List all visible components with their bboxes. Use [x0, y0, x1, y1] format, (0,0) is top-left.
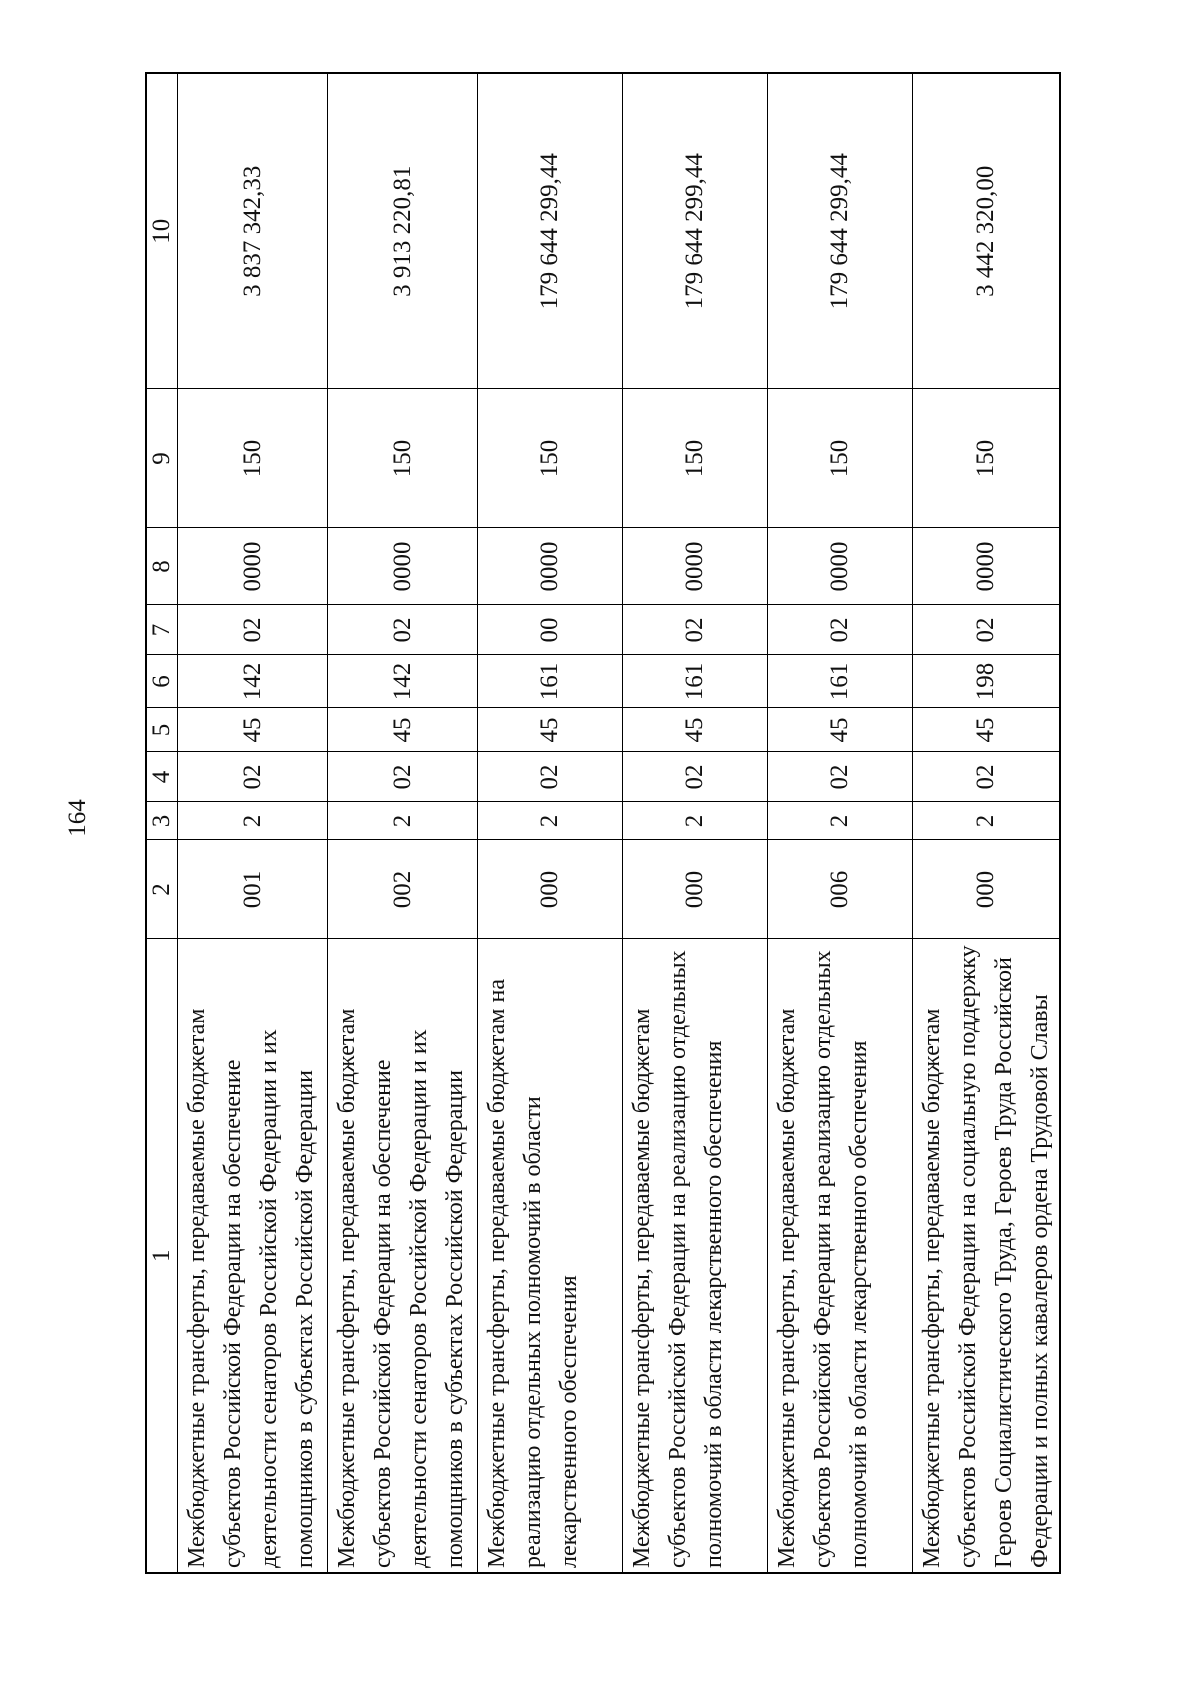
column-header: 1	[146, 939, 178, 1573]
table-row	[478, 73, 623, 1573]
code-cell: 161	[768, 655, 913, 708]
code-cell: 001	[178, 840, 328, 939]
code-cell: 000	[478, 840, 623, 939]
code-cell: 02	[178, 752, 328, 802]
amount-cell: 179 644 299,44	[478, 73, 623, 389]
table-row	[328, 73, 478, 1573]
code-cell: 0000	[178, 528, 328, 605]
code-cell: 000	[623, 840, 768, 939]
code-cell: 45	[178, 708, 328, 752]
code-cell: 02	[328, 605, 478, 655]
code-cell: 02	[478, 752, 623, 802]
code-cell: 150	[478, 389, 623, 528]
code-cell: 0000	[328, 528, 478, 605]
code-cell: 150	[178, 389, 328, 528]
column-header: 5	[146, 708, 178, 752]
code-cell: 006	[768, 840, 913, 939]
code-cell: 02	[623, 605, 768, 655]
row-description: Межбюджетные трансферты, передаваемые бюджетам субъектов Российской Федерации на реализацию отдельных полномочий в области лекарственного обеспечения	[768, 939, 913, 1573]
row-description: Межбюджетные трансферты, передаваемые бюджетам на реализацию отдельных полномочий в области лекарственного обеспечения	[478, 939, 623, 1573]
code-cell: 161	[478, 655, 623, 708]
code-cell: 02	[178, 605, 328, 655]
column-header: 6	[146, 655, 178, 708]
code-cell: 45	[623, 708, 768, 752]
row-description: Межбюджетные трансферты, передаваемые бюджетам субъектов Российской Федерации на реализацию отдельных полномочий в области лекарственного обеспечения	[623, 939, 768, 1573]
code-cell: 161	[623, 655, 768, 708]
column-header: 2	[146, 840, 178, 939]
rotated-table-wrapper	[145, 74, 1055, 1574]
code-cell: 0000	[478, 528, 623, 605]
code-cell: 02	[913, 605, 1061, 655]
row-description: Межбюджетные трансферты, передаваемые бюджетам субъектов Российской Федерации на обеспечение деятельности сенаторов Российской Федерации и их помощников в субъектах Российской Федерации	[328, 939, 478, 1573]
code-cell: 142	[178, 655, 328, 708]
code-cell: 142	[328, 655, 478, 708]
code-cell: 2	[913, 802, 1061, 840]
code-cell: 45	[768, 708, 913, 752]
code-cell: 02	[768, 605, 913, 655]
code-cell: 45	[478, 708, 623, 752]
amount-cell: 3 837 342,33	[178, 73, 328, 389]
column-header: 8	[146, 528, 178, 605]
page-number: 164	[64, 799, 91, 837]
code-cell: 2	[478, 802, 623, 840]
table-row	[178, 73, 328, 1573]
table-row	[623, 73, 768, 1573]
column-header: 9	[146, 389, 178, 528]
amount-cell: 179 644 299,44	[768, 73, 913, 389]
code-cell: 2	[623, 802, 768, 840]
table-row	[768, 73, 913, 1573]
code-cell: 0000	[623, 528, 768, 605]
column-header: 10	[146, 73, 178, 389]
code-cell: 02	[913, 752, 1061, 802]
code-cell: 150	[623, 389, 768, 528]
code-cell: 150	[328, 389, 478, 528]
code-cell: 150	[768, 389, 913, 528]
code-cell: 150	[913, 389, 1061, 528]
code-cell: 45	[913, 708, 1061, 752]
column-header: 7	[146, 605, 178, 655]
code-cell: 198	[913, 655, 1061, 708]
code-cell: 02	[623, 752, 768, 802]
code-cell: 2	[178, 802, 328, 840]
code-cell: 02	[768, 752, 913, 802]
code-cell: 0000	[913, 528, 1061, 605]
code-cell: 002	[328, 840, 478, 939]
row-description: Межбюджетные трансферты, передаваемые бюджетам субъектов Российской Федерации на обеспечение деятельности сенаторов Российской Федерации и их помощников в субъектах Российской Федерации	[178, 939, 328, 1573]
column-header: 4	[146, 752, 178, 802]
header-row	[146, 73, 178, 1573]
code-cell: 2	[328, 802, 478, 840]
budget-table	[145, 72, 1061, 1574]
column-header: 3	[146, 802, 178, 840]
table-row	[913, 73, 1061, 1573]
amount-cell: 179 644 299,44	[623, 73, 768, 389]
code-cell: 02	[328, 752, 478, 802]
code-cell: 0000	[768, 528, 913, 605]
code-cell: 45	[328, 708, 478, 752]
amount-cell: 3 442 320,00	[913, 73, 1061, 389]
amount-cell: 3 913 220,81	[328, 73, 478, 389]
code-cell: 2	[768, 802, 913, 840]
code-cell: 000	[913, 840, 1061, 939]
row-description: Межбюджетные трансферты, передаваемые бюджетам субъектов Российской Федерации на социальную поддержку Героев Социалистического Труда, Героев Труда Российской Федерации и полных кавалеров ордена Трудовой Славы	[913, 939, 1061, 1573]
code-cell: 00	[478, 605, 623, 655]
